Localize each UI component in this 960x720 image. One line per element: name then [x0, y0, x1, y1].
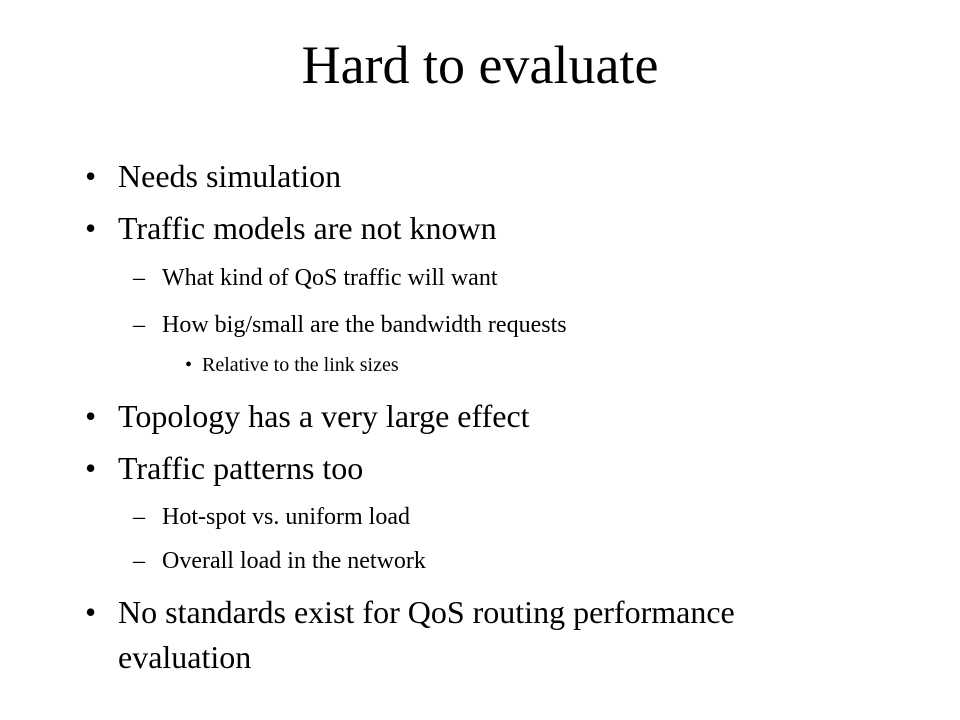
dash-marker: – — [133, 312, 145, 338]
bullet-text: Needs simulation — [118, 158, 342, 194]
sub-bullet-text: Overall load in the network — [162, 548, 426, 574]
bullet-item — [85, 397, 530, 435]
bullet-marker: • — [85, 594, 97, 630]
bullet-item-continuation — [118, 638, 251, 676]
bullet-text: Topology has a very large effect — [118, 398, 530, 434]
bullet-item — [85, 449, 364, 487]
sub-sub-bullet-text: Relative to the link sizes — [202, 354, 399, 376]
slide-title: Hard to evaluate — [301, 35, 659, 95]
bullet-marker: • — [85, 210, 97, 246]
sub-bullet-item — [133, 264, 498, 292]
bullet-text: No standards exist for QoS routing performance — [118, 594, 735, 630]
bullet-item — [85, 593, 735, 631]
sub-bullet-item — [133, 547, 426, 575]
bullet-text: Traffic models are not known — [118, 210, 497, 246]
sub-sub-bullet-item — [185, 353, 399, 377]
dash-marker: – — [133, 548, 145, 574]
dash-marker: – — [133, 504, 145, 530]
sub-bullet-item — [133, 311, 567, 339]
sub-bullet-item — [133, 503, 410, 531]
bullet-marker: • — [85, 398, 97, 434]
bullet-text: evaluation — [118, 639, 252, 675]
bullet-marker: • — [85, 158, 97, 194]
bullet-item — [85, 157, 342, 195]
sub-bullet-text: Hot-spot vs. uniform load — [162, 504, 410, 530]
bullet-item — [85, 209, 497, 247]
sub-bullet-text: How big/small are the bandwidth requests — [162, 312, 567, 338]
bullet-marker: • — [85, 450, 97, 486]
bullet-marker: • — [185, 354, 193, 376]
dash-marker: – — [133, 265, 145, 291]
sub-bullet-text: What kind of QoS traffic will want — [162, 265, 498, 291]
bullet-text: Traffic patterns too — [118, 450, 364, 486]
